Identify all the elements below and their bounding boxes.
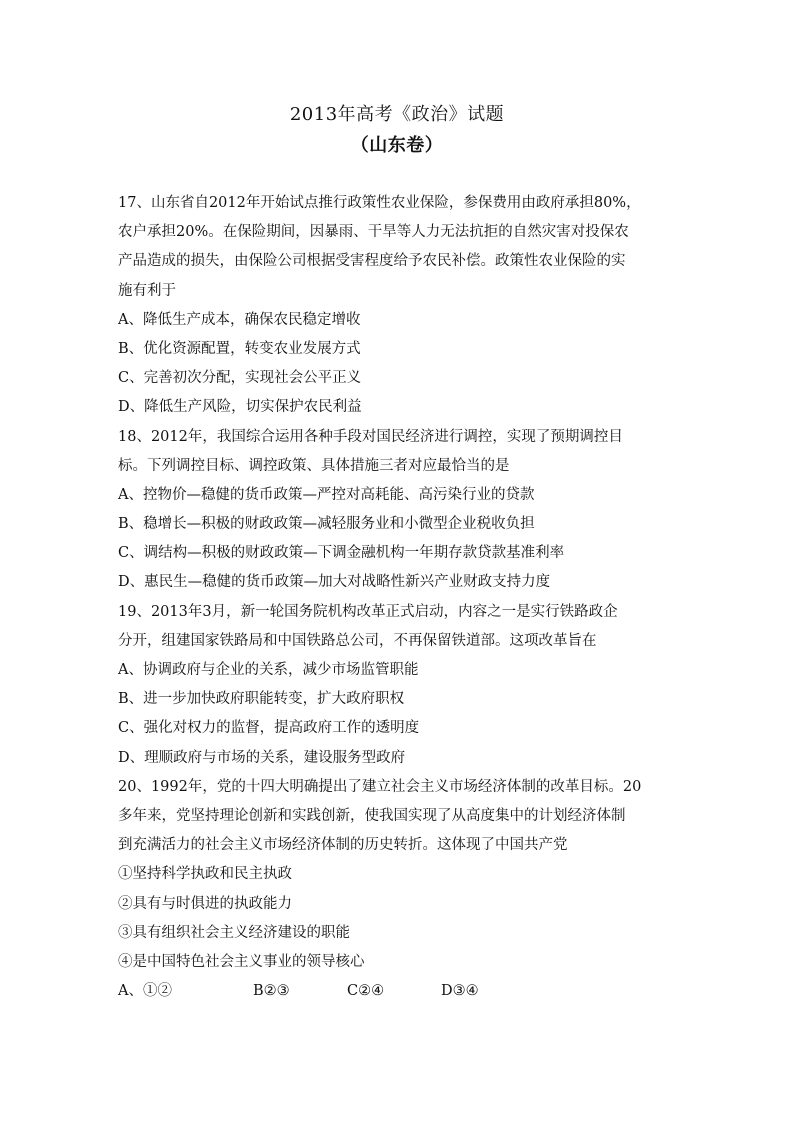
answer-option-a: A、协调政府与企业的关系，减少市场监管职能: [118, 662, 419, 678]
document-subtitle: （山东卷）: [350, 135, 444, 156]
answer-option-a: A、控物价—稳健的货币政策—严控对高耗能、高污染行业的贷款: [118, 486, 535, 503]
question-20: [118, 773, 684, 1007]
statement-4: ④是中国特色社会主义事业的领导核心: [118, 953, 365, 970]
question-stem-line: 19、2013年3月，新一轮国务院机构改革正式启动，内容之一是实行铁路政企: [118, 603, 618, 620]
answer-option-d: D、惠民生—稳健的货币政策—加大对战略性新兴产业财政支持力度: [118, 574, 551, 591]
question-stem-line: 18、2012年，我国综合运用各种手段对国民经济进行调控，实现了预期调控目: [118, 428, 623, 445]
answer-option-d: D③④: [441, 983, 479, 1000]
question-stem-line: 到充满活力的社会主义市场经济体制的历史转折。这体现了中国共产党: [118, 837, 568, 854]
question-18: [118, 423, 684, 598]
question-stem-line: 标。下列调控目标、调控政策、具体措施三者对应最恰当的是: [118, 457, 510, 474]
question-stem-line: 产品造成的损失，由保险公司根据受害程度给予农民补偿。政策性农业保险的实: [118, 253, 626, 270]
answer-option-a: A、降低生产成本，确保农民稳定增收: [118, 311, 361, 328]
answer-option-b: B、稳增长—积极的财政政策—减轻服务业和小微型企业税收负担: [118, 516, 535, 533]
statement-3: ③具有组织社会主义经济建设的职能: [118, 924, 350, 941]
answer-option-c: C②④: [347, 983, 385, 1000]
answer-option-c: C、完善初次分配，实现社会公平正义: [118, 370, 362, 387]
answer-option-d: D、理顺政府与市场的关系，建设服务型政府: [118, 749, 406, 766]
question-19: [118, 598, 684, 773]
answer-options-row: [118, 977, 684, 1006]
answer-option-b: B、进一步加快政府职能转变，扩大政府职权: [118, 691, 405, 708]
question-stem-line: 分开，组建国家铁路局和中国铁路总公司，不再保留铁道部。这项改革旨在: [118, 632, 597, 649]
answer-option-d: D、降低生产风险，切实保护农民利益: [118, 399, 362, 416]
statement-1: ①坚持科学执政和民主执政: [118, 866, 292, 883]
statement-2: ②具有与时俱进的执政能力: [118, 895, 292, 912]
answer-option-a: A、①②: [118, 983, 172, 1000]
question-stem-line: 施有利于: [118, 282, 176, 299]
answer-option-c: C、强化对权力的监督，提高政府工作的透明度: [118, 720, 420, 737]
question-list: [118, 189, 684, 1006]
question-stem-line: 农户承担20%。在保险期间，因暴雨、干旱等人力无法抗拒的自然灾害对投保农: [118, 224, 629, 241]
question-stem-line: 17、山东省自2012年开始试点推行政策性农业保险，参保费用由政府承担80%，: [118, 195, 641, 211]
document-title: 2013年高考《政治》试题: [289, 104, 505, 125]
question-stem-line: 多年来，党坚持理论创新和实践创新，使我国实现了从高度集中的计划经济体制: [118, 807, 626, 824]
answer-option-c: C、调结构—积极的财政政策—下调金融机构一年期存款贷款基准利率: [118, 545, 565, 562]
question-17: [118, 189, 684, 423]
answer-option-b: B②③: [253, 983, 290, 1000]
question-stem-line: 20、1992年，党的十四大明确提出了建立社会主义市场经济体制的改革目标。20: [118, 778, 642, 795]
answer-option-b: B、优化资源配置，转变农业发展方式: [118, 340, 361, 357]
